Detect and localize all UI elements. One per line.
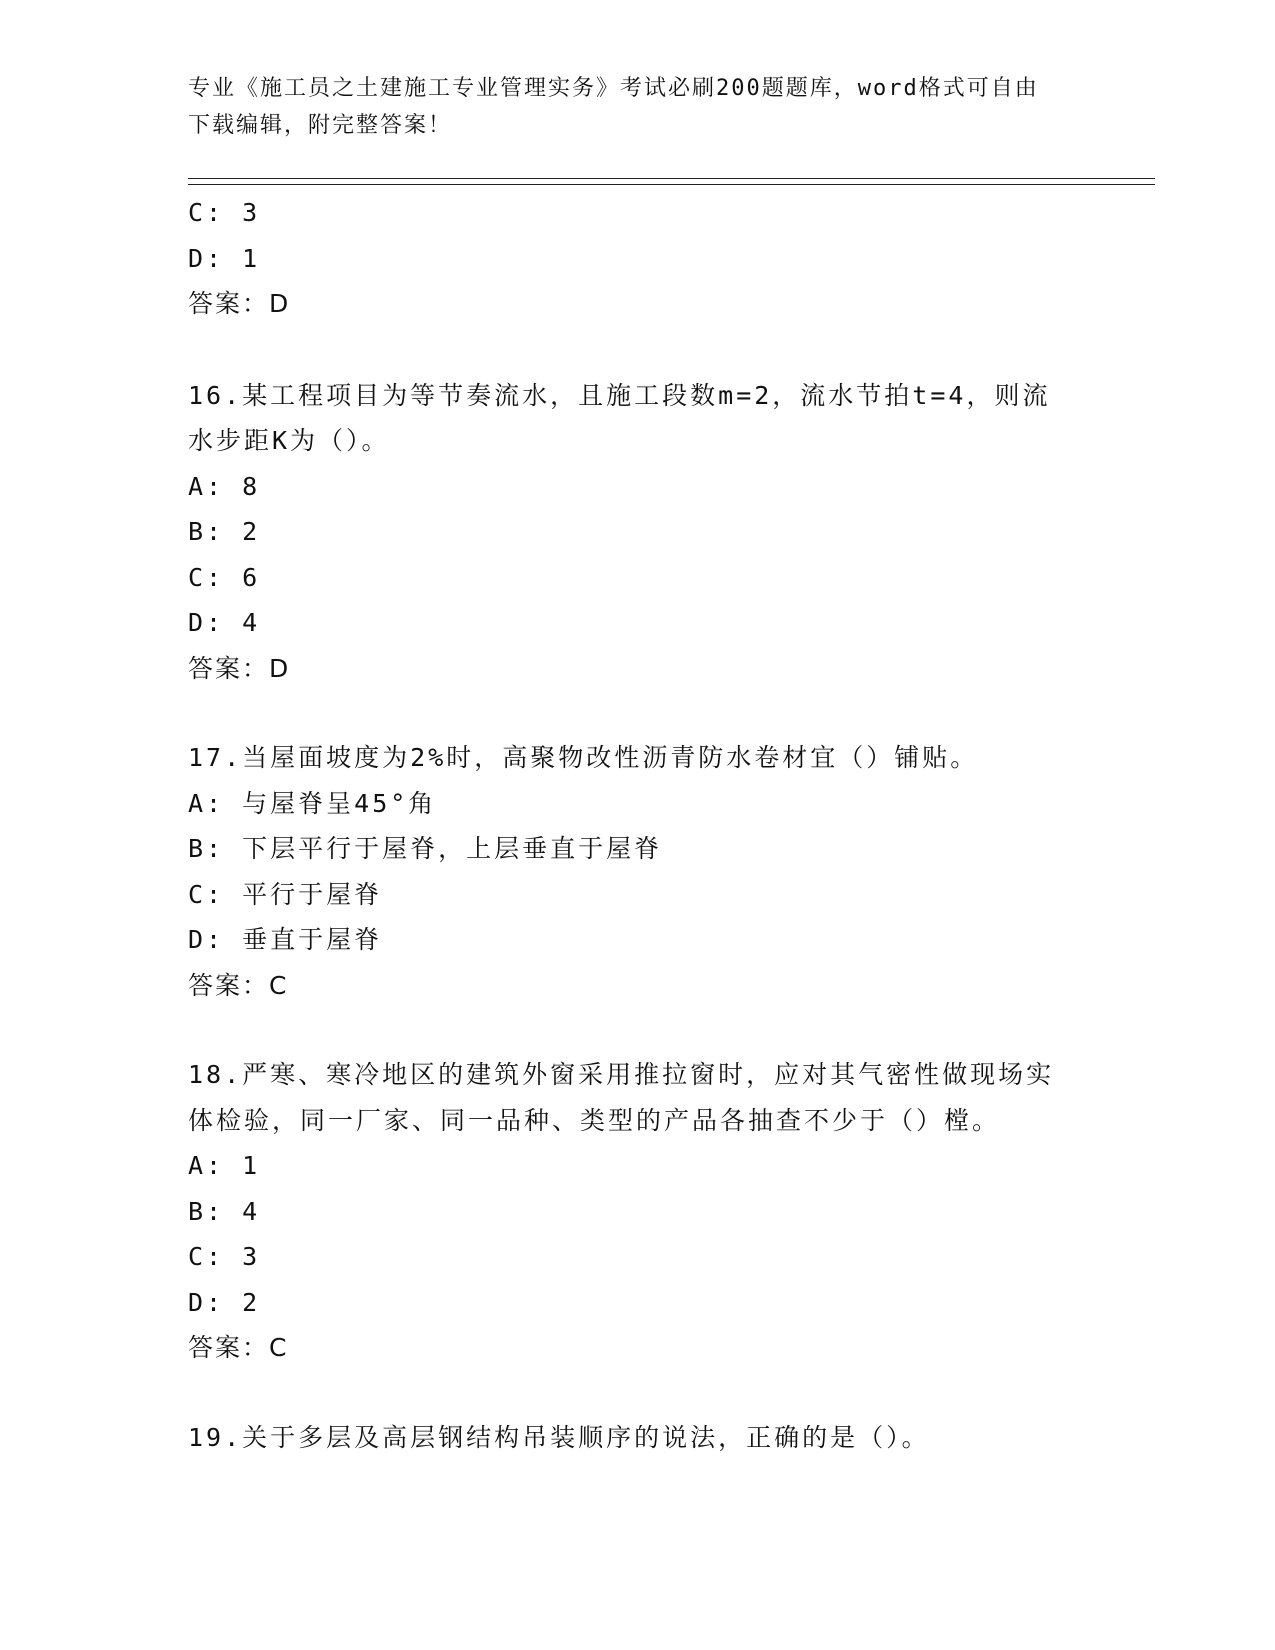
question-16 (188, 373, 1088, 692)
header-rule-top (188, 178, 1155, 179)
question-17 (188, 735, 1088, 1008)
document-header (188, 70, 1068, 144)
answer-line: 答案：D (188, 653, 291, 683)
option-d: D: 2 (188, 1287, 261, 1317)
option-b: B: 下层平行于屋脊，上层垂直于屋脊 (188, 834, 663, 863)
option-d: D: 1 (188, 243, 261, 273)
option-a: A: 8 (188, 471, 261, 501)
question-stem: 16.某工程项目为等节奏流水，且施工段数m=2，流水节拍t=4，则流 (188, 380, 1051, 410)
option-a: A: 与屋脊呈45°角 (188, 788, 437, 818)
header-line-2: 下载编辑，附完整答案！ (188, 113, 453, 138)
previous-question-tail (188, 190, 1088, 327)
question-stem: 17.当屋面坡度为2%时，高聚物改性沥青防水卷材宜（）铺贴。 (188, 743, 979, 772)
answer-line: 答案：C (188, 1333, 289, 1362)
question-stem: 19.关于多层及高层钢结构吊装顺序的说法，正确的是（）。 (188, 1422, 930, 1452)
question-stem: 18.严寒、寒冷地区的建筑外窗采用推拉窗时，应对其气密性做现场实 (188, 1060, 1055, 1089)
answer-line: 答案：C (188, 970, 289, 1000)
option-c: C: 6 (188, 562, 261, 592)
question-stem: 体检验，同一厂家、同一品种、类型的产品各抽查不少于（）樘。 (188, 1105, 1001, 1135)
option-d: D: 4 (188, 608, 261, 637)
option-a: A: 1 (188, 1151, 261, 1180)
header-rule-bottom (188, 184, 1155, 185)
option-c: C: 3 (188, 198, 261, 227)
option-d: D: 垂直于屋脊 (188, 925, 383, 954)
option-b: B: 2 (188, 517, 261, 546)
question-19 (188, 1415, 1088, 1461)
document-body (188, 190, 1088, 1460)
question-stem: 水步距K为（）。 (188, 426, 390, 455)
header-line-1: 专业《施工员之土建施工专业管理实务》考试必刷200题题库，word格式可自由 (188, 76, 1039, 101)
question-18 (188, 1052, 1088, 1371)
option-c: C: 平行于屋脊 (188, 879, 383, 909)
option-c: C: 3 (188, 1242, 261, 1271)
option-b: B: 4 (188, 1196, 261, 1226)
answer-line: 答案：D (188, 289, 291, 318)
